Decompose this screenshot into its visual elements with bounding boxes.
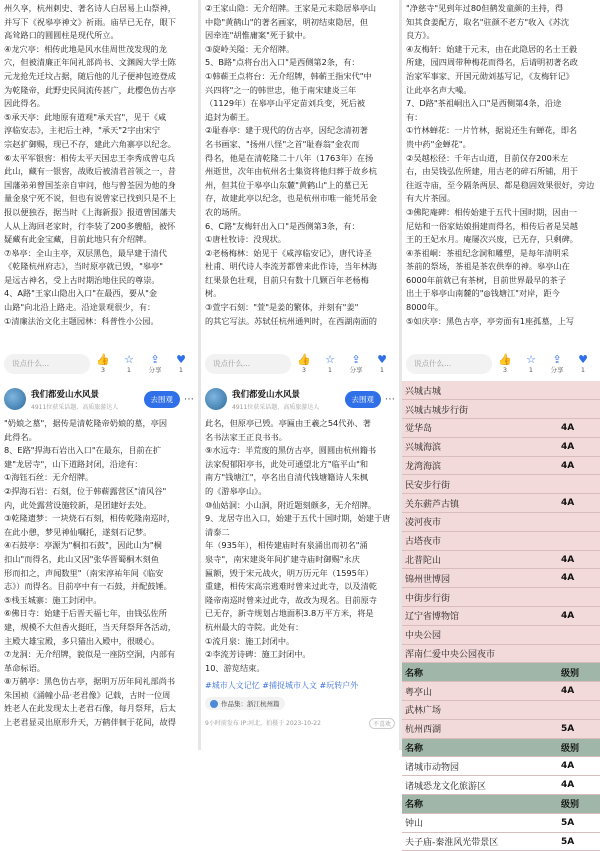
table-row	[402, 719, 600, 738]
heart-button-3[interactable]: ♥ 1	[570, 354, 596, 374]
text-line: 树。	[205, 288, 222, 299]
table-row	[402, 400, 600, 419]
text-line: 得名，他是在清乾隆二十八年（1763年）在扬	[205, 152, 374, 163]
share-icon: ⇪	[351, 352, 361, 366]
text-line: ⑦皋亭：全山主亭，双层黑色，最早建于清代	[4, 247, 167, 258]
text-line: 报以便独吞，据当时《上海新报》报道曾国藩夫	[4, 206, 176, 217]
avatar[interactable]	[4, 388, 26, 410]
text-line: ⑤承天亭：此地原有道观"承天宫"，见于《咸	[4, 111, 167, 122]
text-line: ⑧万鹤亭：黑色仿古亭，据明万历年间礼部尚书	[4, 676, 176, 687]
text-line: 姓老人在此发现太上老君石像，每月祭拜，后太	[4, 703, 176, 714]
scenic-name-cell: 古塔夜市	[402, 531, 558, 550]
scenic-name-cell: 中街步行街	[402, 588, 558, 607]
table-row	[402, 776, 600, 795]
heart-button-1[interactable]: ♥ 1	[168, 354, 194, 374]
share-button-3[interactable]: ⇪ 分享	[544, 354, 570, 374]
follow-button[interactable]: 去围观	[345, 391, 382, 408]
text-line: 扣山"而得名，此山又因"张华晋蜀桐木刻鱼	[4, 553, 159, 564]
text-line: 往返寺庙，至今隔条两层、都是稳固效果很好，旁边	[406, 179, 595, 190]
text-line: 追封为蕲王。	[205, 111, 255, 122]
scenic-level-cell: 5A	[558, 719, 600, 738]
article-text-3	[402, 0, 600, 328]
scenic-name-cell: 诸城恐龙文化旅游区	[402, 776, 558, 795]
scenic-name-cell: 中央公园	[402, 625, 558, 644]
star-icon: ☆	[325, 352, 335, 366]
share-icon: ⇪	[150, 352, 160, 366]
account-header-5	[201, 381, 399, 415]
scenic-level-cell	[558, 701, 600, 720]
article-text-4	[0, 415, 198, 730]
text-line: 7、D路"茶祖峒出入口"是西侧第4条，沿途	[406, 98, 562, 109]
scenic-name-cell: 兴城古城	[402, 381, 558, 400]
scenic-name-cell: 锦州世博园	[402, 569, 558, 588]
table-row	[402, 513, 600, 532]
text-line: ②老杨梅林：始见于《咸淳临安记》，唐代诗圣	[205, 247, 372, 258]
not-interested-button[interactable]: 不喜欢	[369, 718, 395, 729]
scenic-name-cell: 北普陀山	[402, 550, 558, 569]
column-divider	[399, 0, 402, 750]
favorite-button-1[interactable]: ☆ 1	[116, 354, 142, 374]
text-line: ①海钰石丝：无介绍牌。	[4, 472, 94, 483]
table-row	[402, 475, 600, 494]
text-line: ⑤栈玉城寨：施工封闭中。	[4, 594, 102, 605]
text-line: 因此得名。	[4, 98, 45, 109]
text-line: 建"龙居寺"，山下道路封闭，沿途有：	[4, 458, 143, 469]
text-line: 元龙抢先迁坟占据，随后他的儿子便神包迹登成	[4, 70, 176, 81]
favorite-button-3[interactable]: ☆ 1	[518, 354, 544, 374]
text-line: 出土于皋亭山南麓的"◎钱塘江"对岸，距今	[406, 288, 560, 299]
scenic-name-cell: 钟山	[402, 813, 558, 832]
article-panel-1	[0, 0, 198, 346]
scenic-name-cell: 浑南仁爱中央公园夜市	[402, 644, 558, 663]
like-button-2[interactable]: 👍 3	[291, 354, 317, 374]
like-button-1[interactable]: 👍 3	[90, 354, 116, 374]
scenic-level-cell: 4A	[558, 550, 600, 569]
text-line: ①韩蕲王点将台：无介绍牌，韩蕲王指宋代"中	[205, 70, 372, 81]
text-line: 此得名。	[4, 431, 37, 442]
scenic-level-cell	[558, 513, 600, 532]
text-line: 人从上海回老家时，行李装了200多艘船，被怀	[4, 220, 176, 231]
table-row	[402, 644, 600, 663]
interaction-bar-3	[402, 346, 600, 381]
text-line: 红果景色壮观，目前只有数十几颗百年老杨梅	[205, 274, 369, 285]
text-line: 内，此处露营设施较新，是团建好去处。	[4, 499, 152, 510]
text-line: 淳临安志》，主祀后土神，"承天"2字由宋宁	[4, 125, 161, 136]
text-line: 4、A路"王家山隐出入口"在最西，要从"金	[4, 288, 158, 299]
heart-icon: ♥	[578, 352, 588, 366]
text-line: 良方》。	[406, 30, 435, 41]
text-line: ④龙穴亭：相传此地是风水佳周世茂发现的龙	[4, 43, 167, 54]
favorite-button-2[interactable]: ☆ 1	[317, 354, 343, 374]
table-row	[402, 682, 600, 701]
text-line: 的《游皋亭山》。	[205, 485, 267, 496]
text-line: 泉寺"，南宋建炎年间扩建寺庙时御赐"永庆	[205, 553, 360, 564]
scenic-level-cell: 5A	[558, 813, 600, 832]
text-line: ②王家山隐：无介绍牌。王家是元末隐居皋亭山	[205, 3, 377, 13]
scenic-level-cell: 级别	[558, 795, 600, 814]
text-line: 州久享，杭州刺史、著名诗人白居易上山祭神，	[4, 3, 176, 13]
table-row	[402, 494, 600, 513]
text-line: 疑藏有此金宝藏，目前此地只有介绍牌。	[4, 234, 152, 245]
collection-chip[interactable]: 作品集：浙江杭州篇	[205, 697, 285, 710]
text-line: 右，由吴钱弘佐所建，用古老的碎石所铺，用于	[406, 166, 578, 177]
share-button-2[interactable]: ⇪ 分享	[343, 354, 369, 374]
table-header-row	[402, 738, 600, 757]
heart-button-2[interactable]: ♥ 1	[369, 354, 395, 374]
text-line: 此名，但原亭已毁。亭匾由王羲之54代孙、著	[205, 418, 371, 428]
table-row	[402, 701, 600, 720]
publish-meta: 9小时前发布 IP:河北，拍摄于 2023-10-22	[205, 719, 321, 727]
text-line: ②捍海石岩：石刻，位于韩蕲露营区"清风谷"	[4, 485, 167, 496]
text-line: ⑨水远寺：半荒废的黑仿古亭，圆圆由杭州籍书	[205, 445, 377, 456]
text-line: 南方"钱塘江"，亭名出自清代钱塘籍诗人朱枫	[205, 472, 369, 483]
star-icon: ☆	[526, 352, 536, 366]
follow-button[interactable]: 去围观	[144, 391, 181, 408]
scenic-level-cell	[558, 400, 600, 419]
comment-input-3[interactable]: 说点什么...	[406, 354, 492, 374]
text-line: ①唐杜牧诗：没现状。	[205, 234, 287, 245]
text-line: 为乾隆帝，此野史民间流传甚广，此樱色仿古亭	[4, 84, 176, 95]
scenic-level-cell: 4A	[558, 456, 600, 475]
table-row	[402, 569, 600, 588]
table-row	[402, 419, 600, 438]
share-button-1[interactable]: ⇪ 分享	[142, 354, 168, 374]
account-name[interactable]: 我们都爱山水风景	[31, 389, 100, 400]
publish-info	[201, 712, 399, 729]
scenic-name-cell: 杭州西湖	[402, 719, 558, 738]
text-line: 形而扣之，声闻数里"（南宋淳祐年间《临安	[4, 567, 164, 578]
text-line: 王的王妃水月。庵屡次兴废，已无存，只剩碑。	[406, 234, 578, 245]
scenic-level-cell	[558, 625, 600, 644]
text-line: ③旋岭关隘：无介绍牌。	[205, 43, 295, 54]
thumb-up-icon: 👍	[297, 352, 311, 366]
text-line: ①流月泉：施工封闭中。	[205, 635, 295, 646]
comment-input-2[interactable]: 说点什么...	[205, 354, 291, 374]
table-row	[402, 588, 600, 607]
table-row	[402, 550, 600, 569]
scenic-level-cell: 4A	[558, 776, 600, 795]
scenic-level-cell: 4A	[558, 607, 600, 626]
text-line: 名书法家王正良书书。	[205, 431, 287, 442]
scenic-level-cell	[558, 475, 600, 494]
scenic-name-cell: 诸城市动物园	[402, 757, 558, 776]
avatar[interactable]	[205, 388, 227, 410]
scenic-name-cell: 民安步行街	[402, 475, 558, 494]
text-line: 已无存，新寺规划占地面积3.8万平方米，将是	[205, 608, 374, 619]
text-line: ④石鼓亭：亭源为"桐扣石鼓"，因此山为"桐	[4, 540, 162, 551]
text-line: ①清廉法治文化主题园林：科普性小公园。	[4, 315, 159, 326]
text-line: 隆帝南巡时曾来过此寺，故改为现名。目前原寺	[205, 594, 377, 605]
scenic-level-cell	[558, 644, 600, 663]
table-row	[402, 531, 600, 550]
article-panel-4	[0, 381, 198, 750]
text-line: 州逝世，次年由杭州名士集资将他归葬于故乡杭	[205, 166, 377, 177]
scenic-level-cell: 5A	[558, 832, 600, 851]
scenic-name-cell: 龙湾海滨	[402, 456, 558, 475]
text-line: ②李流芳诗碑：施工封闭中。	[205, 649, 311, 660]
text-line: 治家军事家、开国元勋刘基写记，《友梅轩记》	[406, 70, 574, 81]
text-line: 上老君显灵出原形升天，万鹤伴徊于花间，故得	[4, 717, 176, 728]
text-line: 杭州最大的寺院。此处有：	[205, 621, 304, 632]
account-subtitle: 4911位获采话题，高质旅游达人	[31, 403, 119, 411]
star-icon: ☆	[124, 352, 134, 366]
scenic-level-cell: 级别	[558, 738, 600, 757]
article-panel-3	[402, 0, 600, 346]
text-line: 志》）而得名。目前亭中有一石鼓，并配鼓锤。	[4, 581, 172, 592]
scenic-table	[402, 381, 600, 851]
table-row	[402, 437, 600, 456]
table-row	[402, 813, 600, 832]
text-line: 穴，但被清廉正年间礼部尚书、文渊阁大学士陈	[4, 57, 176, 68]
table-row	[402, 832, 600, 851]
scenic-name-cell: 凌河夜市	[402, 513, 558, 532]
interaction-bar-1	[0, 346, 198, 381]
text-line: 国藩弟弟曾国荃亲自审问，他与曾荃因为他的身	[4, 179, 176, 190]
heart-icon: ♥	[377, 352, 387, 366]
text-line: ②吴越松径：千年古山道，目前仅存200米左	[406, 152, 569, 163]
text-line: ④友梅轩：始建于元末，由在此隐居的名士王毅	[406, 43, 578, 54]
scenic-name-cell: 觉华岛	[402, 419, 558, 438]
text-line: 宗赵扩御赐，现已不存，建此六角寨亭以纪念。	[4, 138, 176, 149]
account-subtitle: 4911位获采话题，高质旅游达人	[232, 403, 320, 411]
text-line: 建，规模不大但香火挺旺，当天拜祭拜各活动，	[4, 621, 176, 632]
text-line: 此山，藏有一银窖，战败后被清君首领之一，昔	[4, 166, 176, 177]
scenic-level-cell	[558, 588, 600, 607]
scenic-name-cell: 辽宁省博物馆	[402, 607, 558, 626]
text-line: "奶娘之墓"，据传是清乾隆帝奶娘的墓，亭因	[4, 418, 168, 428]
text-line: 州，但其位于皋亭山东麓"黄鹤山"上的墓已无	[205, 179, 369, 190]
table-header-row	[402, 663, 600, 682]
comment-input-1[interactable]: 说点什么...	[4, 354, 90, 374]
text-line: 6、C路"友梅轩出入口"是西侧第3条，有：	[205, 220, 360, 231]
more-icon[interactable]: ⋯	[184, 393, 194, 405]
text-line: 8、E路"捍海石岩出入口"在最东，目前在扩	[4, 445, 162, 456]
article-text-2	[201, 0, 399, 328]
text-line: 6000年前就已有茶树，目前世界最早的茶子	[406, 274, 567, 285]
text-line: 兴四将"之一的韩世忠，他于南宋建炎三年	[205, 84, 357, 95]
article-text-5	[201, 415, 399, 675]
text-line: 8000年。	[406, 302, 444, 313]
text-line: 10、游览结束。	[205, 662, 265, 673]
text-line: 农的场所。	[205, 206, 246, 217]
text-line: 因牵连"胡惟庸案"死于狱中。	[205, 30, 311, 41]
text-line: 朱国祯《涌幢小品·老君像》记载，古时一位周	[4, 689, 171, 700]
share-icon: ⇪	[552, 352, 562, 366]
table-row	[402, 456, 600, 475]
scenic-name-cell: 名称	[402, 663, 558, 682]
text-line: 《乾隆杭州府志》，当时原亭就已毁，"皋亭"	[4, 261, 163, 272]
scenic-name-cell: 夫子庙-秦淮风光带景区	[402, 832, 558, 851]
text-line: 所建，园四周带种梅花而得名，后请明初著名政	[406, 57, 578, 68]
account-name[interactable]: 我们都爱山水风景	[232, 389, 301, 400]
text-line: ⑥太平军银窖：相传太平天国忠王李秀成曾屯兵	[4, 152, 176, 163]
text-line: "净慈寺"见到年过80但鹤发童颜的主持，得	[406, 3, 564, 13]
text-line: ⑤如庆亭：黑色古亭，亭旁面有1座孤墓，上写	[406, 315, 575, 326]
text-line: 尼姑和一俗家姑娘捐建而得名，相传后者是吴越	[406, 220, 578, 231]
scenic-level-cell: 4A	[558, 437, 600, 456]
like-button-3[interactable]: 👍 3	[492, 354, 518, 374]
text-line: 贵中药"金蝉花"。	[406, 138, 471, 149]
text-line: ⑩仙姑洞：小山洞，附近题刻颇多，无介绍牌。	[205, 499, 377, 510]
scenic-level-cell: 4A	[558, 682, 600, 701]
more-icon[interactable]: ⋯	[385, 393, 395, 405]
table-row	[402, 757, 600, 776]
article-panel-2	[201, 0, 399, 346]
text-line: 有大片茶园。	[406, 193, 456, 204]
account-meta	[31, 388, 144, 411]
article-text-1	[0, 0, 198, 328]
text-line: 中隐"黄鹤山"的著名画家，明初结束隐居，但	[205, 16, 369, 27]
text-line: 5、B路"点将台出入口"是西侧第2条，有：	[205, 57, 360, 68]
text-line: 主殿大雄宝殿，多只猫出入殿中，很暖心。	[4, 635, 160, 646]
scenic-name-cell: 武林广场	[402, 701, 558, 720]
text-line: 的其它写法。苏轼任杭州通判时，在西湖南面的	[205, 315, 377, 326]
text-line: 重建，相传宋高宗逃难时曾来过此寺，以及清乾	[205, 581, 377, 592]
text-line: 让此亭名声大噪。	[406, 84, 472, 95]
text-line: 9、龙居寺出入口，始建于五代十国时期，始建于唐清泰二	[205, 513, 391, 537]
text-line: 年（935年），相传建庙时有泉涌出而初名"涌	[205, 540, 368, 551]
scenic-level-cell: 4A	[558, 569, 600, 588]
text-line: 并写下《祝皋亭神文》祈雨。庙早已无存，眼下	[4, 16, 176, 27]
thumb-up-icon: 👍	[498, 352, 512, 366]
scenic-level-cell: 4A	[558, 757, 600, 776]
text-line: 有：	[406, 111, 423, 122]
text-line: ①竹林蝉花：一片竹林，据说还生有蝉花，即名	[406, 125, 578, 136]
account-header-4	[0, 381, 198, 415]
scenic-level-cell	[558, 381, 600, 400]
account-meta	[232, 388, 345, 411]
text-line: 高耸路口的圆圆柱是现代所立。	[4, 30, 119, 41]
text-line: ②耻春亭：建于现代的仿古亭，因纪念清初著	[205, 125, 368, 136]
scenic-name-cell: 兴城古城步行街	[402, 400, 558, 419]
article-panel-5	[201, 381, 399, 750]
scenic-level-cell: 4A	[558, 419, 600, 438]
scenic-name-cell: 兴城海滨	[402, 437, 558, 456]
text-line: ③萱字石刻："萱"是姜的繁体，并刻有"姜"	[205, 302, 359, 313]
column-divider	[198, 0, 201, 750]
text-line: 存，故建此亭以纪念，也是杭州市唯一能凭吊金	[205, 193, 377, 204]
text-line: 匾额，毁于宋元战火，明万历元年（1595年）	[205, 567, 374, 578]
thumb-up-icon: 👍	[96, 352, 110, 366]
text-line: （1129年）在皋亭山平定苗刘兵变，死后被	[205, 98, 366, 109]
text-line: ③乾隆遗梦：一块烧石石刻，相传乾隆南巡时，	[4, 513, 176, 524]
table-row	[402, 625, 600, 644]
scenic-level-cell: 级别	[558, 663, 600, 682]
collection-icon	[210, 700, 218, 708]
hashtags[interactable]: #城市人文记忆 #捕捉城市人文 #玩转户外	[205, 681, 359, 691]
text-line: 法家倪郁阳亭书，此处可通望北方"临平山"和	[205, 458, 369, 469]
text-line: 茶前的祭场，茶祖是茶农供奉的神。皋亭山在	[406, 261, 570, 272]
text-line: 杜甫、明代诗人李流芳都曾来此作诗，当年林海	[205, 261, 377, 272]
text-line: 名书画家、"扬州八怪"之首"耻春翁"金农而	[205, 138, 360, 149]
text-line: 量金泉宁死不说，但也有说曾家已找到只是不上	[4, 193, 176, 204]
scenic-name-cell: 名称	[402, 795, 558, 814]
text-line: ④茶祖峒：茶祖纪念洞和雕塑，是每年清明采	[406, 247, 569, 258]
interaction-bar-2	[201, 346, 399, 381]
scenic-name-cell: 粤亭山	[402, 682, 558, 701]
scenic-level-cell	[558, 531, 600, 550]
heart-icon: ♥	[176, 352, 186, 366]
scenic-name-cell: 名称	[402, 738, 558, 757]
text-line: 知其食姜配方，取名"驻颜不老方"收入《苏沈	[406, 16, 570, 27]
text-line: ⑥佛日寺：始建于后晋天福七年，由钱弘佐所	[4, 608, 167, 619]
scenic-level-cell: 4A	[558, 494, 600, 513]
scenic-table-panel	[402, 381, 600, 849]
text-line: 革命标语。	[4, 662, 45, 673]
text-line: ⑦龙洞：无介绍牌，貌似是一座防空洞，内部有	[4, 649, 176, 660]
text-line: 在此小憩，梦见神仙嘱托，遂刻石记梦。	[4, 526, 152, 537]
table-header-row	[402, 795, 600, 814]
table-row	[402, 381, 600, 400]
table-row	[402, 607, 600, 626]
text-line: ③佛陀庵碑：相传始建于五代十国时期，因由一	[406, 206, 578, 217]
text-line: 是远古神名，受上古时期治地住民的尊崇。	[4, 274, 160, 285]
scenic-name-cell: 关东薪芦古镇	[402, 494, 558, 513]
text-line: 山路"向北沿上路走。沿途景观很少，有：	[4, 302, 156, 313]
